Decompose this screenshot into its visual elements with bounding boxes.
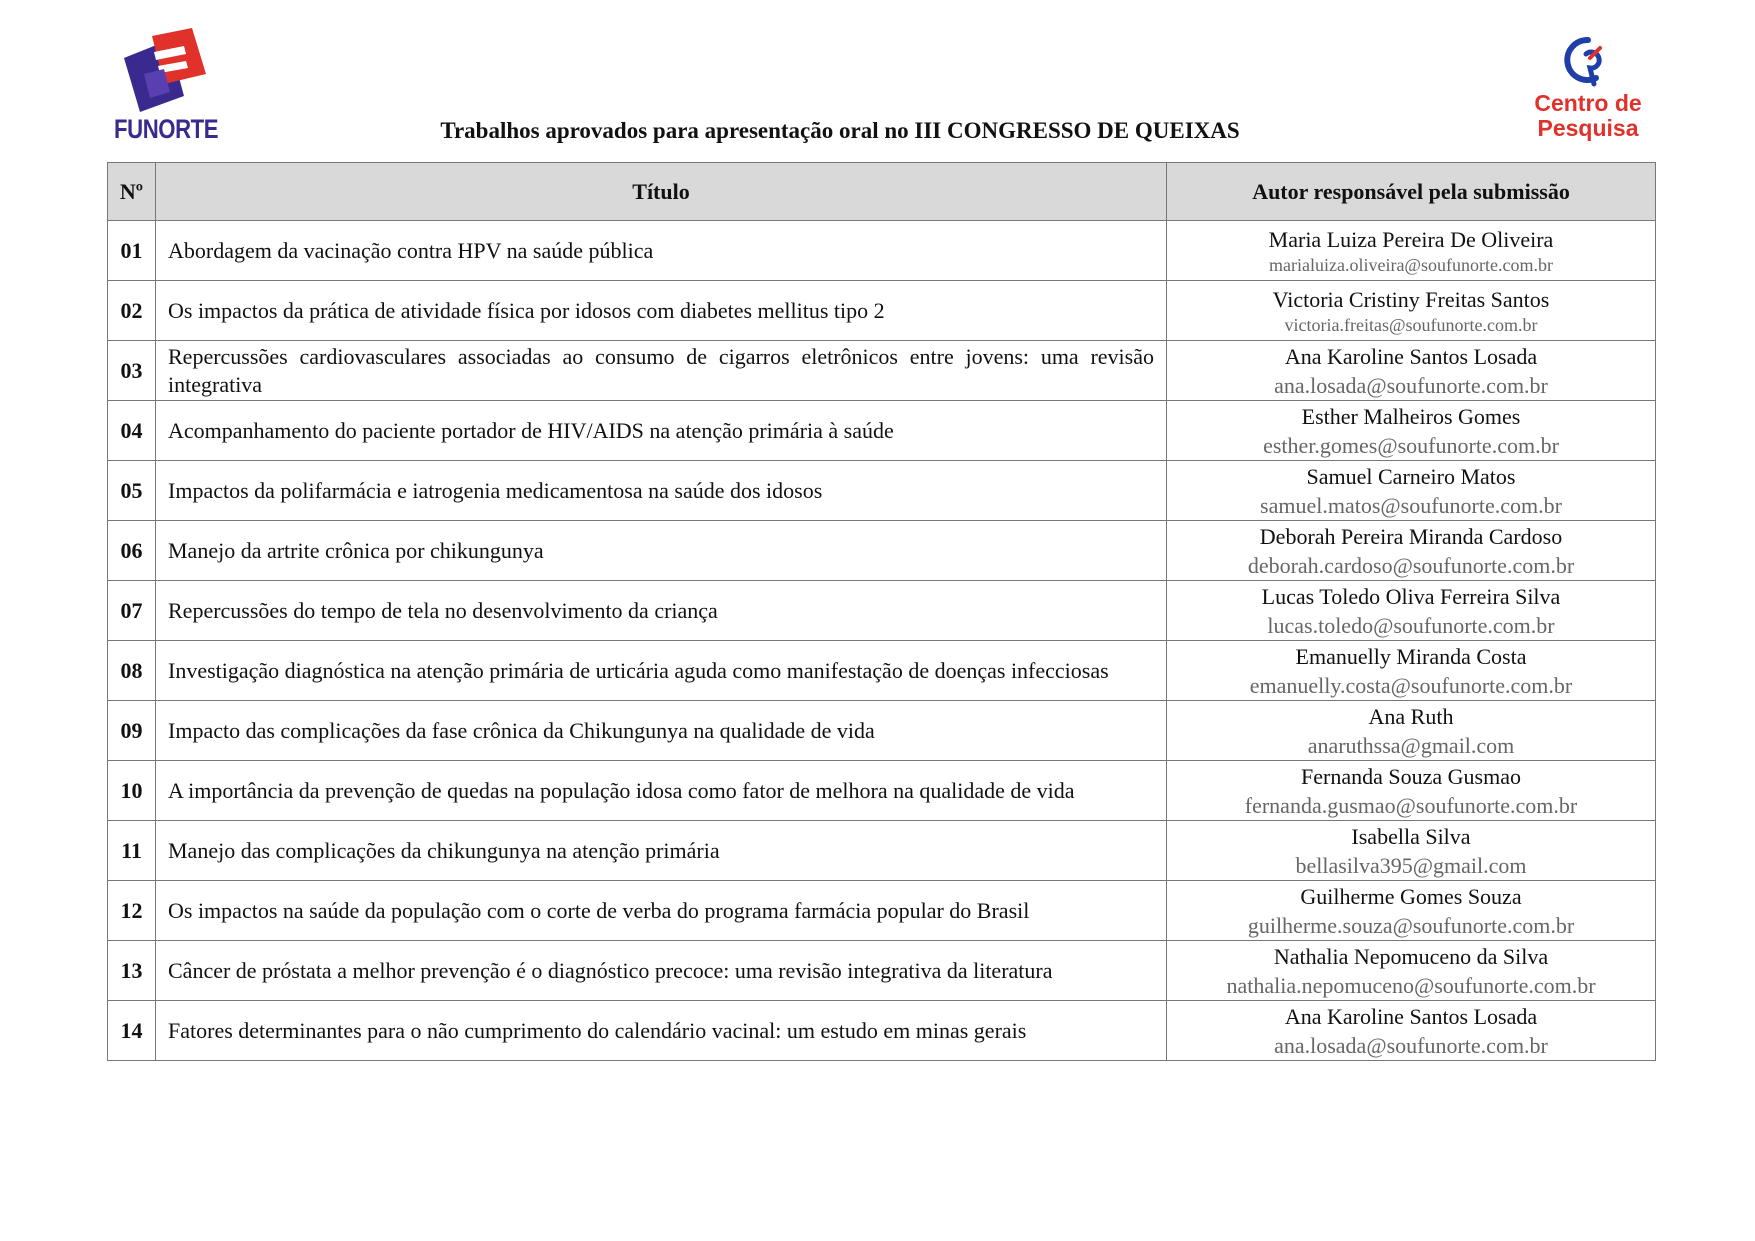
author-name: Ana Karoline Santos Losada	[1284, 1003, 1538, 1029]
author-email: ana.losada@soufunorte.com.br	[1274, 1032, 1548, 1058]
table-row	[108, 821, 1656, 881]
table-row	[108, 341, 1656, 401]
author-email: esther.gomes@soufunorte.com.br	[1263, 432, 1559, 458]
row-author-cell	[1167, 581, 1656, 641]
table-row	[108, 281, 1656, 341]
row-title: Abordagem da vacinação contra HPV na saúde pública	[156, 221, 1167, 281]
table-row	[108, 221, 1656, 281]
centro-de-pesquisa-line2: Pesquisa	[1537, 115, 1639, 141]
table-row	[108, 941, 1656, 1001]
author-name: Ana Ruth	[1368, 703, 1454, 729]
author-email: samuel.matos@soufunorte.com.br	[1260, 492, 1562, 518]
row-author-cell	[1167, 341, 1656, 401]
author-email: lucas.toledo@soufunorte.com.br	[1267, 612, 1555, 638]
author-name: Deborah Pereira Miranda Cardoso	[1259, 523, 1563, 549]
author-email: bellasilva395@gmail.com	[1295, 852, 1527, 878]
document-title: Trabalhos aprovados para apresentação oral no III CONGRESSO DE QUEIXAS	[440, 118, 1240, 143]
row-number: 09	[108, 701, 156, 761]
row-title: Os impactos da prática de atividade física por idosos com diabetes mellitus tipo 2	[156, 281, 1167, 341]
row-number: 03	[108, 341, 156, 401]
header-title: Título	[156, 163, 1167, 221]
row-number: 13	[108, 941, 156, 1001]
row-author-cell	[1167, 881, 1656, 941]
funorte-logo-text: FUNORTE	[114, 114, 219, 144]
funorte-logo	[114, 28, 219, 148]
author-email: ana.losada@soufunorte.com.br	[1274, 372, 1548, 398]
row-number: 06	[108, 521, 156, 581]
author-email: guilherme.souza@soufunorte.com.br	[1247, 912, 1575, 938]
table-row	[108, 461, 1656, 521]
author-email: anaruthssa@gmail.com	[1307, 732, 1515, 758]
row-number: 12	[108, 881, 156, 941]
row-title: Impactos da polifarmácia e iatrogenia medicamentosa na saúde dos idosos	[156, 461, 1167, 521]
table-row	[108, 521, 1656, 581]
author-email: deborah.cardoso@soufunorte.com.br	[1247, 552, 1575, 578]
table-row	[108, 881, 1656, 941]
author-name: Victoria Cristiny Freitas Santos	[1272, 286, 1550, 312]
row-title: Repercussões do tempo de tela no desenvolvimento da criança	[156, 581, 1167, 641]
table-row	[108, 581, 1656, 641]
row-author-cell	[1167, 1001, 1656, 1061]
author-email: marialuiza.oliveira@soufunorte.com.br	[1269, 254, 1553, 275]
row-title: Os impactos na saúde da população com o corte de verba do programa farmácia popular do Brasil	[156, 881, 1167, 941]
table-header-row	[108, 163, 1656, 221]
author-name: Guilherme Gomes Souza	[1300, 883, 1522, 909]
table-row	[108, 761, 1656, 821]
row-author-cell	[1167, 761, 1656, 821]
row-number: 10	[108, 761, 156, 821]
row-author-cell	[1167, 701, 1656, 761]
table-row	[108, 701, 1656, 761]
row-number: 04	[108, 401, 156, 461]
funorte-logo-icon	[114, 28, 214, 118]
row-title: Impacto das complicações da fase crônica da Chikungunya na qualidade de vida	[156, 701, 1167, 761]
row-author-cell	[1167, 521, 1656, 581]
row-author-cell	[1167, 821, 1656, 881]
table-row	[108, 401, 1656, 461]
author-name: Esther Malheiros Gomes	[1301, 403, 1521, 429]
row-number: 07	[108, 581, 156, 641]
row-number: 14	[108, 1001, 156, 1061]
author-name: Ana Karoline Santos Losada	[1284, 343, 1538, 369]
row-author-cell	[1167, 641, 1656, 701]
author-email: fernanda.gusmao@soufunorte.com.br	[1244, 792, 1578, 818]
row-author-cell	[1167, 221, 1656, 281]
row-title: Investigação diagnóstica na atenção primária de urticária aguda como manifestação de doenças infecciosas	[156, 641, 1167, 701]
row-title: Fatores determinantes para o não cumprimento do calendário vacinal: um estudo em minas gerais	[156, 1001, 1167, 1061]
row-title: Manejo das complicações da chikungunya na atenção primária	[156, 821, 1167, 881]
author-email: emanuelly.costa@soufunorte.com.br	[1249, 672, 1573, 698]
row-title: Câncer de próstata a melhor prevenção é o diagnóstico precoce: uma revisão integrativa da literatura	[156, 941, 1167, 1001]
centro-de-pesquisa-logo	[1518, 36, 1658, 146]
author-name: Nathalia Nepomuceno da Silva	[1273, 943, 1549, 969]
author-name: Fernanda Souza Gusmao	[1301, 763, 1521, 789]
row-number: 05	[108, 461, 156, 521]
centro-de-pesquisa-logo-icon	[1560, 36, 1616, 90]
row-title: Acompanhamento do paciente portador de HIV/AIDS na atenção primária à saúde	[156, 401, 1167, 461]
row-author-cell	[1167, 281, 1656, 341]
table-row	[108, 1001, 1656, 1061]
author-email: victoria.freitas@soufunorte.com.br	[1284, 314, 1538, 335]
row-number: 11	[108, 821, 156, 881]
row-title: Manejo da artrite crônica por chikungunya	[156, 521, 1167, 581]
row-title: Repercussões cardiovasculares associadas ao consumo de cigarros eletrônicos entre jovens: uma revisão integrativa	[156, 341, 1167, 401]
row-author-cell	[1167, 941, 1656, 1001]
centro-de-pesquisa-line1: Centro de	[1534, 90, 1642, 116]
row-number: 08	[108, 641, 156, 701]
author-name: Maria Luiza Pereira De Oliveira	[1268, 226, 1554, 252]
author-name: Isabella Silva	[1351, 823, 1471, 849]
row-author-cell	[1167, 461, 1656, 521]
row-number: 02	[108, 281, 156, 341]
row-title: A importância da prevenção de quedas na população idosa como fator de melhora na qualidade de vida	[156, 761, 1167, 821]
table-row	[108, 641, 1656, 701]
row-number: 01	[108, 221, 156, 281]
author-name: Samuel Carneiro Matos	[1306, 463, 1516, 489]
author-email: nathalia.nepomuceno@soufunorte.com.br	[1226, 972, 1596, 998]
header-author: Autor responsável pela submissão	[1167, 163, 1656, 221]
author-name: Lucas Toledo Oliva Ferreira Silva	[1261, 583, 1561, 609]
header-number: Nº	[108, 163, 156, 221]
author-name: Emanuelly Miranda Costa	[1295, 643, 1527, 669]
row-author-cell	[1167, 401, 1656, 461]
approved-works-table	[107, 162, 1656, 1061]
